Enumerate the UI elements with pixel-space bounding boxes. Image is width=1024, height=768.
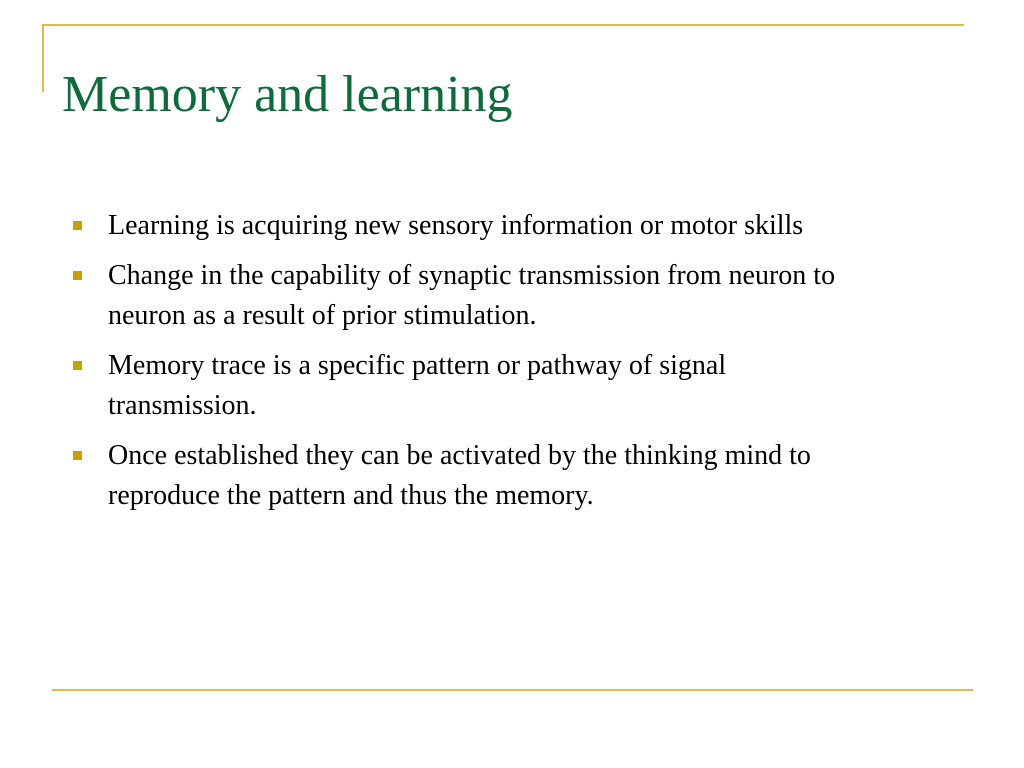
bottom-accent-rule <box>52 689 973 691</box>
square-bullet-icon <box>73 361 82 370</box>
square-bullet-icon <box>73 451 82 460</box>
bullet-text: Change in the capability of synaptic transmission from neuron to neuron as a result of prior stimulation. <box>108 260 836 331</box>
top-accent-rule <box>42 24 964 26</box>
bullet-text: Learning is acquiring new sensory information or motor skills <box>108 210 804 241</box>
bullet-item <box>70 436 870 516</box>
left-accent-rule <box>42 24 44 92</box>
bullet-text: Once established they can be activated by the thinking mind to reproduce the pattern and thus the memory. <box>108 440 811 511</box>
bullet-list <box>70 206 870 526</box>
bullet-item <box>70 256 870 336</box>
square-bullet-icon <box>73 221 82 230</box>
square-bullet-icon <box>73 271 82 280</box>
bullet-item <box>70 206 870 246</box>
bullet-text: Memory trace is a specific pattern or pathway of signal transmission. <box>108 350 727 421</box>
bullet-item <box>70 346 870 426</box>
slide-title: Memory and learning <box>62 66 513 123</box>
